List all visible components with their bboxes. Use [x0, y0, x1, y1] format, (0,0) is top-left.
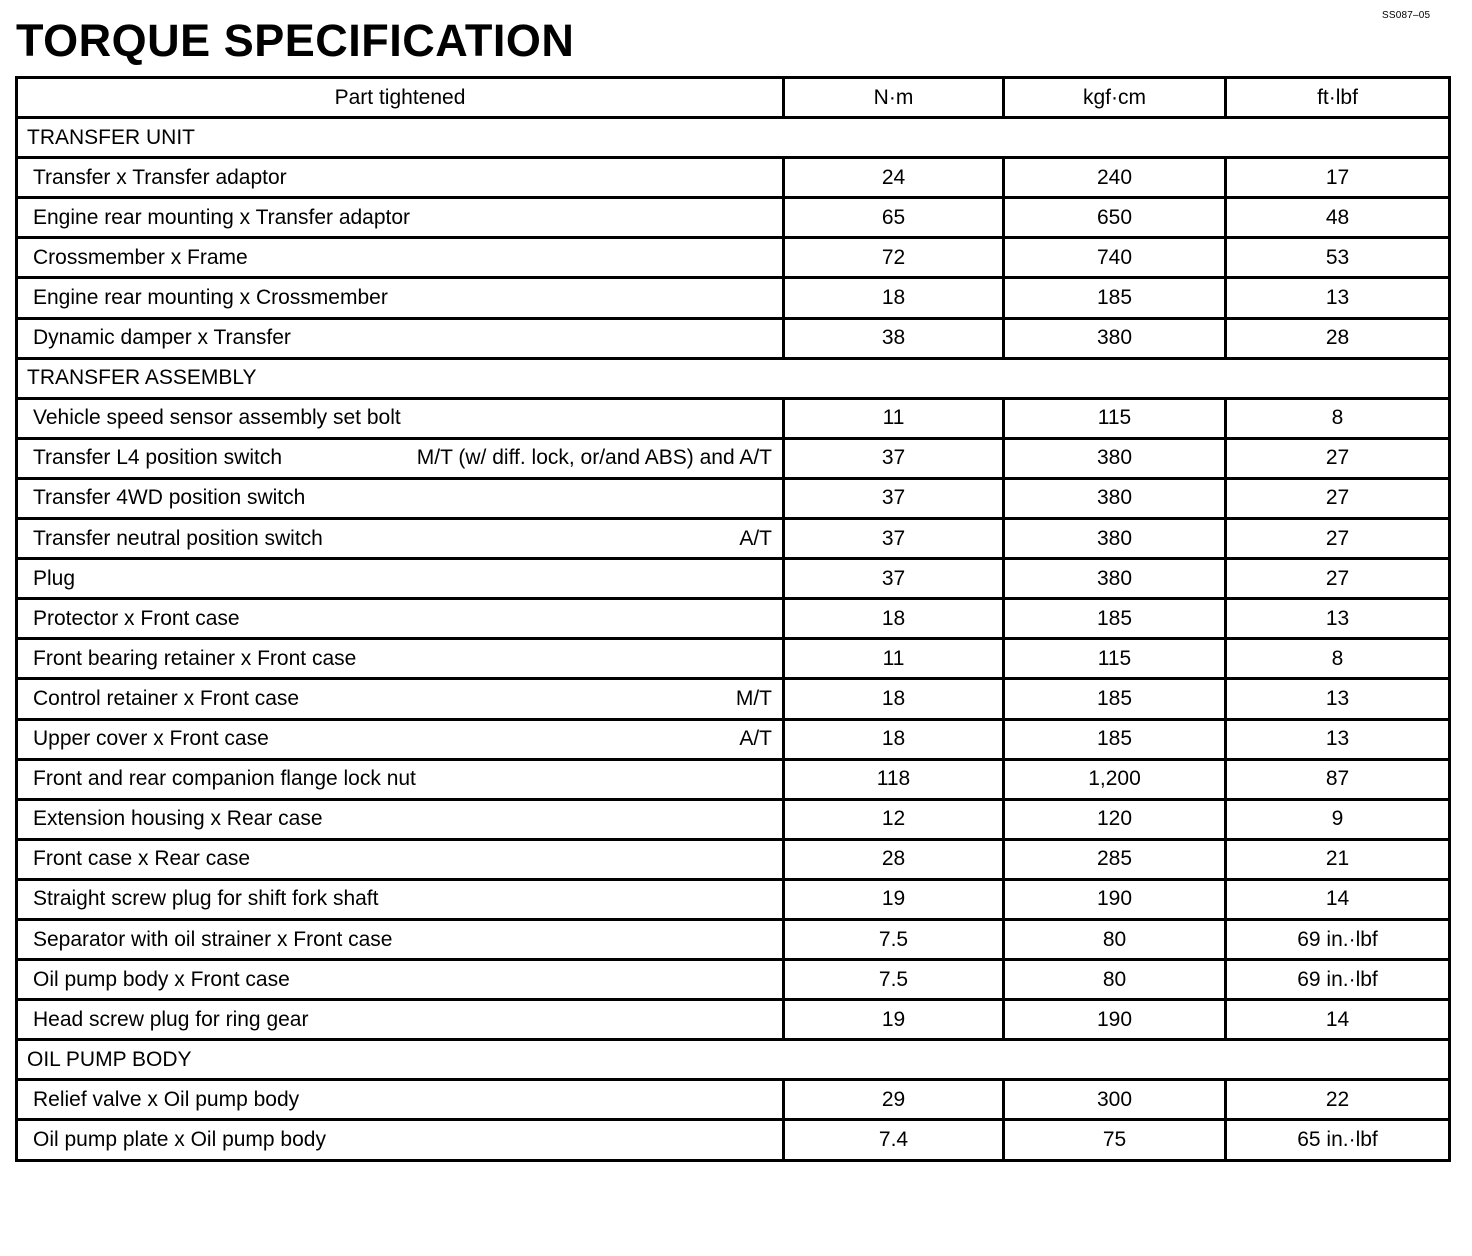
ft-lbf-value: 27 [1226, 478, 1450, 518]
kgf-cm-value: 185 [1004, 599, 1226, 639]
part-name: Oil pump plate x Oil pump body [33, 1127, 326, 1151]
nm-value: 18 [784, 278, 1004, 318]
table-row [17, 398, 1450, 438]
part-name: Dynamic damper x Transfer [33, 326, 291, 350]
nm-value: 37 [784, 519, 1004, 559]
document-code: SS087–05 [1382, 10, 1431, 21]
part-cell [17, 478, 784, 518]
table-row [17, 478, 1450, 518]
page-title: TORQUE SPECIFICATION [16, 15, 575, 66]
table-row [17, 519, 1450, 559]
nm-value: 18 [784, 679, 1004, 719]
ft-lbf-value: 27 [1226, 559, 1450, 599]
nm-value: 37 [784, 438, 1004, 478]
section-title: TRANSFER ASSEMBLY [17, 358, 1450, 398]
kgf-cm-value: 380 [1004, 478, 1226, 518]
table-row [17, 839, 1450, 879]
part-cell [17, 759, 784, 799]
part-cell [17, 559, 784, 599]
part-cell [17, 318, 784, 358]
table-row [17, 679, 1450, 719]
part-cell [17, 438, 784, 478]
table-row [17, 599, 1450, 639]
kgf-cm-value: 120 [1004, 799, 1226, 839]
part-cell [17, 158, 784, 198]
nm-value: 118 [784, 759, 1004, 799]
kgf-cm-value: 190 [1004, 1000, 1226, 1040]
kgf-cm-value: 115 [1004, 639, 1226, 679]
table-row [17, 799, 1450, 839]
ft-lbf-value: 9 [1226, 799, 1450, 839]
nm-value: 65 [784, 198, 1004, 238]
ft-lbf-value: 13 [1226, 278, 1450, 318]
nm-value: 37 [784, 559, 1004, 599]
section-row [17, 1040, 1450, 1080]
header-ft-lbf: ft·lbf [1226, 78, 1450, 118]
nm-value: 72 [784, 238, 1004, 278]
part-cell [17, 719, 784, 759]
part-condition: M/T (w/ diff. lock, or/and ABS) and A/T [416, 446, 772, 470]
ft-lbf-value: 27 [1226, 519, 1450, 559]
part-name: Engine rear mounting x Crossmember [33, 286, 388, 310]
nm-value: 18 [784, 719, 1004, 759]
part-name: Upper cover x Front case [33, 727, 269, 751]
header-nm: N·m [784, 78, 1004, 118]
ft-lbf-value: 69 in.·lbf [1226, 919, 1450, 959]
table-row [17, 1000, 1450, 1040]
part-cell [17, 1080, 784, 1120]
kgf-cm-value: 240 [1004, 158, 1226, 198]
nm-value: 11 [784, 639, 1004, 679]
table-row [17, 919, 1450, 959]
nm-value: 7.5 [784, 919, 1004, 959]
part-name: Crossmember x Frame [33, 245, 248, 269]
kgf-cm-value: 185 [1004, 719, 1226, 759]
ft-lbf-value: 14 [1226, 1000, 1450, 1040]
kgf-cm-value: 380 [1004, 318, 1226, 358]
part-name: Transfer x Transfer adaptor [33, 165, 287, 189]
table-row [17, 438, 1450, 478]
ft-lbf-value: 21 [1226, 839, 1450, 879]
ft-lbf-value: 8 [1226, 398, 1450, 438]
ft-lbf-value: 28 [1226, 318, 1450, 358]
ft-lbf-value: 87 [1226, 759, 1450, 799]
part-name: Relief valve x Oil pump body [33, 1087, 300, 1111]
part-cell [17, 799, 784, 839]
kgf-cm-value: 115 [1004, 398, 1226, 438]
part-cell [17, 198, 784, 238]
kgf-cm-value: 650 [1004, 198, 1226, 238]
part-name: Straight screw plug for shift fork shaft [33, 887, 379, 911]
kgf-cm-value: 740 [1004, 238, 1226, 278]
ft-lbf-value: 8 [1226, 639, 1450, 679]
nm-value: 18 [784, 599, 1004, 639]
part-name: Front and rear companion flange lock nut [33, 767, 416, 791]
ft-lbf-value: 22 [1226, 1080, 1450, 1120]
part-cell [17, 599, 784, 639]
header-part-tightened: Part tightened [17, 78, 784, 118]
section-title: OIL PUMP BODY [17, 1040, 1450, 1080]
part-name: Vehicle speed sensor assembly set bolt [33, 406, 401, 430]
part-condition: A/T [739, 727, 772, 751]
part-name: Extension housing x Rear case [33, 807, 323, 831]
nm-value: 24 [784, 158, 1004, 198]
kgf-cm-value: 190 [1004, 879, 1226, 919]
nm-value: 12 [784, 799, 1004, 839]
kgf-cm-value: 380 [1004, 519, 1226, 559]
table-row [17, 960, 1450, 1000]
kgf-cm-value: 185 [1004, 679, 1226, 719]
table-row [17, 318, 1450, 358]
nm-value: 19 [784, 1000, 1004, 1040]
part-cell [17, 398, 784, 438]
ft-lbf-value: 17 [1226, 158, 1450, 198]
table-row [17, 759, 1450, 799]
ft-lbf-value: 13 [1226, 719, 1450, 759]
section-title: TRANSFER UNIT [17, 118, 1450, 158]
kgf-cm-value: 1,200 [1004, 759, 1226, 799]
part-name: Transfer neutral position switch [33, 526, 323, 550]
part-name: Control retainer x Front case [33, 686, 300, 710]
table-body [17, 118, 1450, 1160]
table-row [17, 198, 1450, 238]
header-kgf-cm: kgf·cm [1004, 78, 1226, 118]
part-cell [17, 919, 784, 959]
kgf-cm-value: 285 [1004, 839, 1226, 879]
part-name: Engine rear mounting x Transfer adaptor [33, 205, 411, 229]
section-row [17, 358, 1450, 398]
kgf-cm-value: 80 [1004, 960, 1226, 1000]
part-condition: A/T [739, 526, 772, 550]
part-cell [17, 1000, 784, 1040]
nm-value: 7.5 [784, 960, 1004, 1000]
table-row [17, 158, 1450, 198]
part-name: Protector x Front case [33, 606, 240, 630]
part-cell [17, 679, 784, 719]
kgf-cm-value: 80 [1004, 919, 1226, 959]
kgf-cm-value: 380 [1004, 438, 1226, 478]
ft-lbf-value: 53 [1226, 238, 1450, 278]
ft-lbf-value: 14 [1226, 879, 1450, 919]
torque-spec-table [15, 76, 1451, 1162]
table-row [17, 879, 1450, 919]
part-cell [17, 238, 784, 278]
kgf-cm-value: 75 [1004, 1120, 1226, 1160]
header-row [17, 78, 1450, 118]
table-row [17, 559, 1450, 599]
nm-value: 29 [784, 1080, 1004, 1120]
part-name: Head screw plug for ring gear [33, 1007, 309, 1031]
ft-lbf-value: 48 [1226, 198, 1450, 238]
ft-lbf-value: 69 in.·lbf [1226, 960, 1450, 1000]
table-row [17, 1080, 1450, 1120]
part-name: Transfer L4 position switch [33, 446, 282, 470]
nm-value: 37 [784, 478, 1004, 518]
part-cell [17, 639, 784, 679]
part-name: Front bearing retainer x Front case [33, 646, 357, 670]
kgf-cm-value: 380 [1004, 559, 1226, 599]
ft-lbf-value: 13 [1226, 599, 1450, 639]
part-cell [17, 278, 784, 318]
kgf-cm-value: 300 [1004, 1080, 1226, 1120]
nm-value: 38 [784, 318, 1004, 358]
part-name: Transfer 4WD position switch [33, 486, 306, 510]
part-cell [17, 519, 784, 559]
section-row [17, 118, 1450, 158]
part-cell [17, 839, 784, 879]
part-condition: M/T [735, 686, 772, 710]
nm-value: 11 [784, 398, 1004, 438]
nm-value: 7.4 [784, 1120, 1004, 1160]
ft-lbf-value: 27 [1226, 438, 1450, 478]
kgf-cm-value: 185 [1004, 278, 1226, 318]
table-row [17, 639, 1450, 679]
part-cell [17, 960, 784, 1000]
table-row [17, 1120, 1450, 1160]
table-row [17, 278, 1450, 318]
table-row [17, 238, 1450, 278]
part-name: Front case x Rear case [33, 847, 251, 871]
part-name: Separator with oil strainer x Front case [33, 927, 393, 951]
part-name: Plug [33, 566, 76, 590]
ft-lbf-value: 13 [1226, 679, 1450, 719]
nm-value: 19 [784, 879, 1004, 919]
part-cell [17, 1120, 784, 1160]
part-name: Oil pump body x Front case [33, 967, 290, 991]
part-cell [17, 879, 784, 919]
nm-value: 28 [784, 839, 1004, 879]
ft-lbf-value: 65 in.·lbf [1226, 1120, 1450, 1160]
table-row [17, 719, 1450, 759]
